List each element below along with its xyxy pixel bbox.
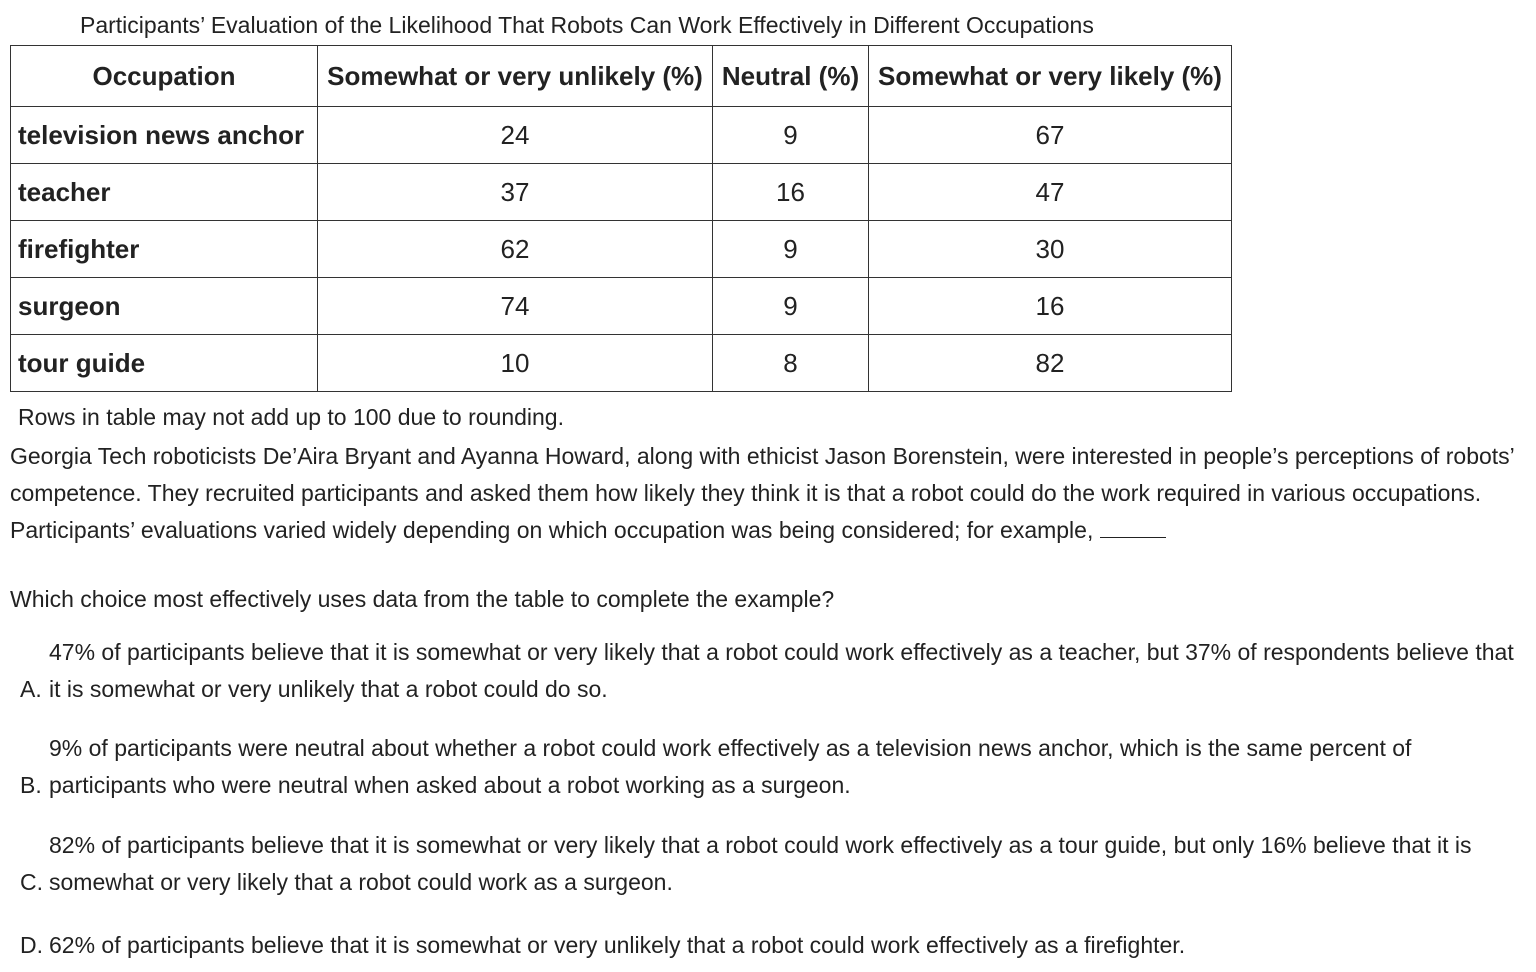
table-row xyxy=(11,335,1232,392)
choice-text: 47% of participants believe that it is somewhat or very likely that a robot could work effectively as a teacher, but 37% of respondents believe that it is somewhat or very unlikely that a robot could do so. xyxy=(49,639,1514,702)
neutral-cell: 9 xyxy=(713,278,869,335)
choice-text: 82% of participants believe that it is somewhat or very likely that a robot could work effectively as a tour guide, but only 16% believe that it is somewhat or very likely that a robot could work as a surgeon. xyxy=(49,832,1472,895)
unlikely-cell: 37 xyxy=(318,164,713,221)
unlikely-cell: 74 xyxy=(318,278,713,335)
choice-d[interactable] xyxy=(20,927,1530,964)
choice-c[interactable] xyxy=(20,827,1530,901)
occupation-cell: television news anchor xyxy=(11,107,318,164)
likely-cell: 16 xyxy=(869,278,1232,335)
answer-blank xyxy=(1100,515,1166,538)
choice-letter: B. xyxy=(20,772,42,798)
header-likely: Somewhat or very likely (%) xyxy=(869,46,1232,107)
data-table xyxy=(10,45,1232,392)
choice-b[interactable] xyxy=(20,730,1530,804)
header-occupation: Occupation xyxy=(11,46,318,107)
choice-letter: A. xyxy=(20,676,42,702)
likely-cell: 30 xyxy=(869,221,1232,278)
unlikely-cell: 62 xyxy=(318,221,713,278)
choice-text: 62% of participants believe that it is somewhat or very unlikely that a robot could work effectively as a firefighter. xyxy=(49,932,1186,958)
likely-cell: 47 xyxy=(869,164,1232,221)
likely-cell: 82 xyxy=(869,335,1232,392)
occupation-cell: firefighter xyxy=(11,221,318,278)
passage-text: Georgia Tech roboticists De’Aira Bryant and Ayanna Howard, along with ethicist Jason Borenstein, were interested in people’s perceptions of robots’ competence. They recruited participants and asked them how likely they think it is that a robot could do the work required in various occupations. Participants’ evaluations varied widely depending on which occupation was being considered; for example, xyxy=(10,443,1514,543)
unlikely-cell: 10 xyxy=(318,335,713,392)
table-note: Rows in table may not add up to 100 due to rounding. xyxy=(18,404,564,430)
occupation-cell: surgeon xyxy=(11,278,318,335)
neutral-cell: 16 xyxy=(713,164,869,221)
neutral-cell: 9 xyxy=(713,107,869,164)
table-row xyxy=(11,278,1232,335)
question-prompt: Which choice most effectively uses data from the table to complete the example? xyxy=(10,586,835,612)
neutral-cell: 8 xyxy=(713,335,869,392)
occupation-cell: teacher xyxy=(11,164,318,221)
table-row xyxy=(11,164,1232,221)
choice-a[interactable] xyxy=(20,634,1530,708)
table-row xyxy=(11,107,1232,164)
passage xyxy=(10,438,1520,549)
choice-letter: D. xyxy=(20,932,43,958)
table-row xyxy=(11,221,1232,278)
header-unlikely: Somewhat or very unlikely (%) xyxy=(318,46,713,107)
table-caption: Participants’ Evaluation of the Likelihood That Robots Can Work Effectively in Different Occupations xyxy=(80,12,1094,38)
table-header-row xyxy=(11,46,1232,107)
likely-cell: 67 xyxy=(869,107,1232,164)
choice-letter: C. xyxy=(20,869,43,895)
neutral-cell: 9 xyxy=(713,221,869,278)
occupation-cell: tour guide xyxy=(11,335,318,392)
choice-text: 9% of participants were neutral about whether a robot could work effectively as a television news anchor, which is the same percent of participants who were neutral when asked about a robot working as a surgeon. xyxy=(49,735,1412,798)
unlikely-cell: 24 xyxy=(318,107,713,164)
header-neutral: Neutral (%) xyxy=(713,46,869,107)
